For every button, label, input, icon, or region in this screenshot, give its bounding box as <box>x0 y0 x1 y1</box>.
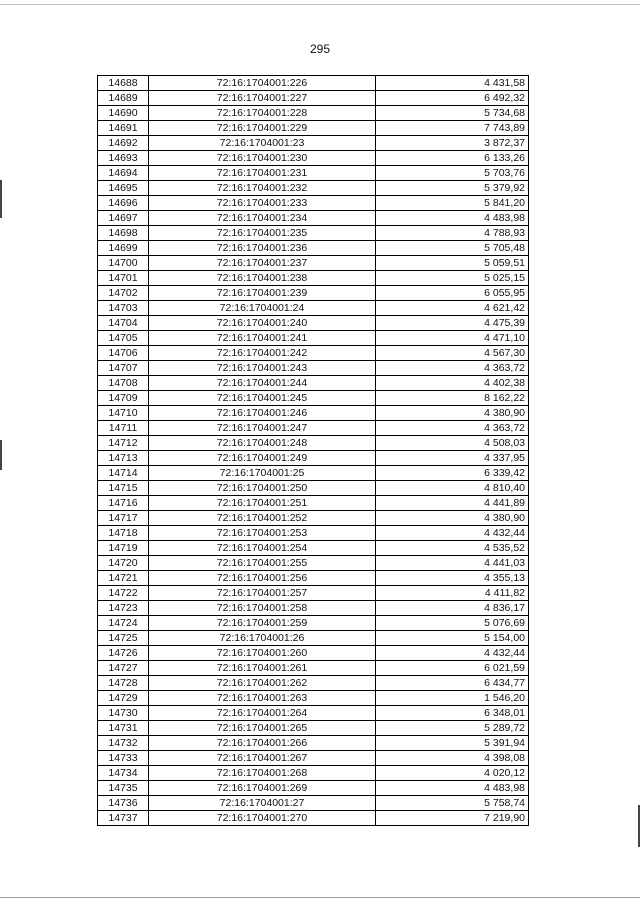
row-number: 14711 <box>98 421 149 436</box>
value-cell: 5 289,72 <box>376 721 529 736</box>
row-number: 14716 <box>98 496 149 511</box>
row-number: 14729 <box>98 691 149 706</box>
cadastral-number: 72:16:1704001:269 <box>149 781 376 796</box>
cadastral-number: 72:16:1704001:25 <box>149 466 376 481</box>
value-cell: 4 621,42 <box>376 301 529 316</box>
value-cell: 4 380,90 <box>376 511 529 526</box>
table-row <box>98 691 529 706</box>
cadastral-number: 72:16:1704001:230 <box>149 151 376 166</box>
table-row <box>98 181 529 196</box>
row-number: 14720 <box>98 556 149 571</box>
cadastral-number: 72:16:1704001:228 <box>149 106 376 121</box>
row-number: 14690 <box>98 106 149 121</box>
row-number: 14691 <box>98 121 149 136</box>
cadastral-number: 72:16:1704001:241 <box>149 331 376 346</box>
table-row <box>98 556 529 571</box>
table-row <box>98 361 529 376</box>
value-cell: 5 025,15 <box>376 271 529 286</box>
row-number: 14710 <box>98 406 149 421</box>
value-cell: 4 380,90 <box>376 406 529 421</box>
table-row <box>98 226 529 241</box>
cadastral-number: 72:16:1704001:268 <box>149 766 376 781</box>
table-row <box>98 661 529 676</box>
value-cell: 6 339,42 <box>376 466 529 481</box>
table-row <box>98 601 529 616</box>
table-row <box>98 436 529 451</box>
table-row <box>98 316 529 331</box>
row-number: 14731 <box>98 721 149 736</box>
value-cell: 5 059,51 <box>376 256 529 271</box>
row-number: 14709 <box>98 391 149 406</box>
cadastral-number: 72:16:1704001:27 <box>149 796 376 811</box>
row-number: 14725 <box>98 631 149 646</box>
value-cell: 4 475,39 <box>376 316 529 331</box>
top-rule <box>0 4 640 5</box>
table-row <box>98 406 529 421</box>
row-number: 14694 <box>98 166 149 181</box>
table-row <box>98 106 529 121</box>
value-cell: 1 546,20 <box>376 691 529 706</box>
value-cell: 4 402,38 <box>376 376 529 391</box>
row-number: 14719 <box>98 541 149 556</box>
table-row <box>98 91 529 106</box>
value-cell: 4 535,52 <box>376 541 529 556</box>
table-row <box>98 346 529 361</box>
cadastral-number: 72:16:1704001:226 <box>149 76 376 91</box>
table-row <box>98 766 529 781</box>
cadastral-number: 72:16:1704001:250 <box>149 481 376 496</box>
row-number: 14708 <box>98 376 149 391</box>
value-cell: 5 379,92 <box>376 181 529 196</box>
table-row <box>98 511 529 526</box>
table-row <box>98 646 529 661</box>
table-row <box>98 586 529 601</box>
value-cell: 4 411,82 <box>376 586 529 601</box>
cadastral-number: 72:16:1704001:265 <box>149 721 376 736</box>
row-number: 14727 <box>98 661 149 676</box>
cadastral-number: 72:16:1704001:262 <box>149 676 376 691</box>
cadastral-number: 72:16:1704001:236 <box>149 241 376 256</box>
cadastral-number: 72:16:1704001:267 <box>149 751 376 766</box>
table-row <box>98 196 529 211</box>
row-number: 14693 <box>98 151 149 166</box>
value-cell: 4 441,89 <box>376 496 529 511</box>
value-cell: 5 154,00 <box>376 631 529 646</box>
row-number: 14726 <box>98 646 149 661</box>
row-number: 14692 <box>98 136 149 151</box>
value-cell: 4 432,44 <box>376 526 529 541</box>
row-number: 14703 <box>98 301 149 316</box>
row-number: 14714 <box>98 466 149 481</box>
table-row <box>98 256 529 271</box>
row-number: 14723 <box>98 601 149 616</box>
row-number: 14735 <box>98 781 149 796</box>
value-cell: 5 758,74 <box>376 796 529 811</box>
row-number: 14707 <box>98 361 149 376</box>
cadastral-number: 72:16:1704001:244 <box>149 376 376 391</box>
row-number: 14712 <box>98 436 149 451</box>
value-cell: 5 703,76 <box>376 166 529 181</box>
value-cell: 4 355,13 <box>376 571 529 586</box>
table-row <box>98 676 529 691</box>
value-cell: 5 734,68 <box>376 106 529 121</box>
value-cell: 4 337,95 <box>376 451 529 466</box>
table-row <box>98 136 529 151</box>
row-number: 14732 <box>98 736 149 751</box>
row-number: 14728 <box>98 676 149 691</box>
row-number: 14689 <box>98 91 149 106</box>
value-cell: 5 076,69 <box>376 616 529 631</box>
cadastral-number: 72:16:1704001:242 <box>149 346 376 361</box>
cadastral-number: 72:16:1704001:252 <box>149 511 376 526</box>
value-cell: 4 432,44 <box>376 646 529 661</box>
value-cell: 4 441,03 <box>376 556 529 571</box>
row-number: 14695 <box>98 181 149 196</box>
cadastral-number: 72:16:1704001:261 <box>149 661 376 676</box>
table-row <box>98 76 529 91</box>
table-row <box>98 616 529 631</box>
table-row <box>98 451 529 466</box>
table-row <box>98 166 529 181</box>
table-row <box>98 796 529 811</box>
row-number: 14699 <box>98 241 149 256</box>
value-cell: 4 836,17 <box>376 601 529 616</box>
row-number: 14702 <box>98 286 149 301</box>
table-row <box>98 331 529 346</box>
cadastral-number: 72:16:1704001:245 <box>149 391 376 406</box>
value-cell: 4 810,40 <box>376 481 529 496</box>
cadastral-number: 72:16:1704001:255 <box>149 556 376 571</box>
row-number: 14706 <box>98 346 149 361</box>
row-number: 14713 <box>98 451 149 466</box>
row-number: 14688 <box>98 76 149 91</box>
table-row <box>98 301 529 316</box>
cadastral-number: 72:16:1704001:24 <box>149 301 376 316</box>
value-cell: 5 841,20 <box>376 196 529 211</box>
cadastral-number: 72:16:1704001:264 <box>149 706 376 721</box>
cadastral-number: 72:16:1704001:263 <box>149 691 376 706</box>
table-row <box>98 286 529 301</box>
value-cell: 3 872,37 <box>376 136 529 151</box>
cadastral-number: 72:16:1704001:253 <box>149 526 376 541</box>
row-number: 14734 <box>98 766 149 781</box>
row-number: 14717 <box>98 511 149 526</box>
cadastral-number: 72:16:1704001:254 <box>149 541 376 556</box>
value-cell: 6 492,32 <box>376 91 529 106</box>
cadastral-number: 72:16:1704001:240 <box>149 316 376 331</box>
row-number: 14722 <box>98 586 149 601</box>
table-row <box>98 751 529 766</box>
value-cell: 5 705,48 <box>376 241 529 256</box>
value-cell: 4 567,30 <box>376 346 529 361</box>
value-cell: 4 483,98 <box>376 781 529 796</box>
cadastral-number: 72:16:1704001:229 <box>149 121 376 136</box>
row-number: 14698 <box>98 226 149 241</box>
value-cell: 4 363,72 <box>376 421 529 436</box>
cadastral-number: 72:16:1704001:247 <box>149 421 376 436</box>
table-row <box>98 526 529 541</box>
cadastral-number: 72:16:1704001:234 <box>149 211 376 226</box>
table-row <box>98 241 529 256</box>
table-row <box>98 736 529 751</box>
value-cell: 5 391,94 <box>376 736 529 751</box>
table-row <box>98 391 529 406</box>
cadastral-number: 72:16:1704001:249 <box>149 451 376 466</box>
cadastral-number: 72:16:1704001:26 <box>149 631 376 646</box>
cadastral-number: 72:16:1704001:259 <box>149 616 376 631</box>
table-row <box>98 721 529 736</box>
cadastral-number: 72:16:1704001:227 <box>149 91 376 106</box>
row-number: 14697 <box>98 211 149 226</box>
table-row <box>98 121 529 136</box>
row-number: 14718 <box>98 526 149 541</box>
table-row <box>98 541 529 556</box>
row-number: 14730 <box>98 706 149 721</box>
cadastral-number: 72:16:1704001:251 <box>149 496 376 511</box>
cadastral-number: 72:16:1704001:235 <box>149 226 376 241</box>
value-cell: 4 471,10 <box>376 331 529 346</box>
row-number: 14733 <box>98 751 149 766</box>
table-row <box>98 211 529 226</box>
table-row <box>98 811 529 826</box>
row-number: 14701 <box>98 271 149 286</box>
table-row <box>98 466 529 481</box>
cadastral-number: 72:16:1704001:257 <box>149 586 376 601</box>
cadastral-number: 72:16:1704001:260 <box>149 646 376 661</box>
row-number: 14736 <box>98 796 149 811</box>
value-cell: 4 020,12 <box>376 766 529 781</box>
value-cell: 6 434,77 <box>376 676 529 691</box>
value-cell: 6 055,95 <box>376 286 529 301</box>
cadastral-number: 72:16:1704001:23 <box>149 136 376 151</box>
cadastral-number: 72:16:1704001:232 <box>149 181 376 196</box>
cadastral-number: 72:16:1704001:243 <box>149 361 376 376</box>
table-row <box>98 631 529 646</box>
cadastral-number: 72:16:1704001:237 <box>149 256 376 271</box>
value-cell: 6 133,26 <box>376 151 529 166</box>
page-number: 295 <box>309 42 331 56</box>
cadastral-number: 72:16:1704001:246 <box>149 406 376 421</box>
table-row <box>98 496 529 511</box>
table-row <box>98 781 529 796</box>
row-number: 14704 <box>98 316 149 331</box>
table-row <box>98 571 529 586</box>
value-cell: 4 398,08 <box>376 751 529 766</box>
table-row <box>98 481 529 496</box>
cadastral-number: 72:16:1704001:258 <box>149 601 376 616</box>
value-cell: 4 363,72 <box>376 361 529 376</box>
value-cell: 4 788,93 <box>376 226 529 241</box>
cadastral-number: 72:16:1704001:231 <box>149 166 376 181</box>
row-number: 14700 <box>98 256 149 271</box>
table-row <box>98 421 529 436</box>
cadastral-number: 72:16:1704001:238 <box>149 271 376 286</box>
row-number: 14737 <box>98 811 149 826</box>
table-row <box>98 376 529 391</box>
value-cell: 7 743,89 <box>376 121 529 136</box>
table-row <box>98 706 529 721</box>
cadastral-number: 72:16:1704001:239 <box>149 286 376 301</box>
value-cell: 8 162,22 <box>376 391 529 406</box>
cadastral-number: 72:16:1704001:248 <box>149 436 376 451</box>
row-number: 14696 <box>98 196 149 211</box>
cadastral-table <box>97 75 529 826</box>
row-number: 14724 <box>98 616 149 631</box>
cadastral-number: 72:16:1704001:266 <box>149 736 376 751</box>
scan-edge-mark <box>0 440 2 470</box>
scan-edge-mark <box>0 180 2 218</box>
cadastral-number: 72:16:1704001:270 <box>149 811 376 826</box>
value-cell: 4 483,98 <box>376 211 529 226</box>
bottom-rule <box>0 897 640 898</box>
value-cell: 4 431,58 <box>376 76 529 91</box>
table-row <box>98 271 529 286</box>
row-number: 14705 <box>98 331 149 346</box>
table-row <box>98 151 529 166</box>
value-cell: 6 348,01 <box>376 706 529 721</box>
value-cell: 4 508,03 <box>376 436 529 451</box>
cadastral-number: 72:16:1704001:233 <box>149 196 376 211</box>
value-cell: 7 219,90 <box>376 811 529 826</box>
value-cell: 6 021,59 <box>376 661 529 676</box>
cadastral-number: 72:16:1704001:256 <box>149 571 376 586</box>
table-body <box>98 76 529 826</box>
row-number: 14715 <box>98 481 149 496</box>
row-number: 14721 <box>98 571 149 586</box>
